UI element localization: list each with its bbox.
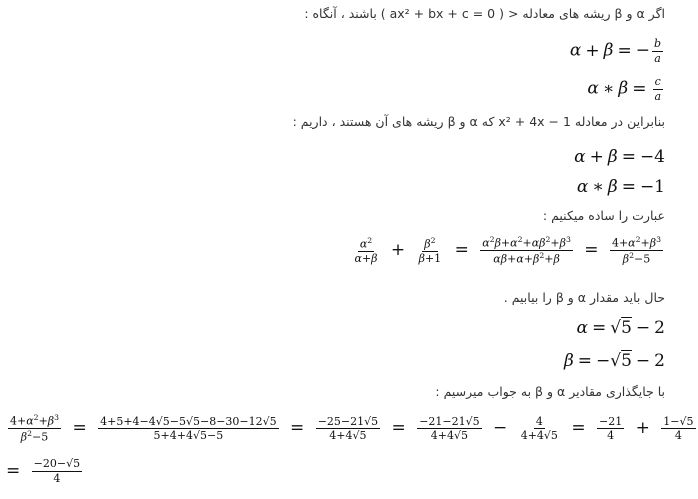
- beta-value-formula: β = −√5 − 2: [563, 351, 665, 371]
- sum-rule-formula: α + β = − $\frac{b}{a}$: [569, 37, 661, 65]
- simplification-expression: $\frac{\alpha^2}{\alpha+\beta}$ + $\frac{\beta^2}{\beta+1}$ = $\frac{\alpha^2\beta+\alpha^2+\alpha\beta^2+\beta^3}{\alpha\beta+\alpha+\beta^2+\beta}$ = $\frac{4+\alpha^2+\beta^3}{\beta^2-5}$: [354, 235, 661, 266]
- simplify-text: عبارت را ساده میکنیم :: [542, 208, 665, 223]
- product-rule-formula: α ∗ β = $\frac{c}{a}$: [587, 75, 661, 103]
- intro-text: اگر α و β ریشه های معادله < ( ax² + bx + c = 0 ) باشند ، آنگاه :: [304, 6, 665, 21]
- alpha-value-formula: α = √5 − 2: [576, 318, 665, 338]
- substitute-text: با جایگذاری مقادیر α و β به جواب میرسیم :: [435, 384, 665, 399]
- sum-value-formula: α + β = −4: [574, 147, 665, 167]
- product-value-formula: α ∗ β = −1: [576, 177, 665, 197]
- final-expression: $\frac{4+\alpha^2+\beta^3}{\beta^2-5}$ = $\frac{4+5+4-4√5-5√5-8-30-12√5}{5+4+4√5-5}$ = $\frac{-25-21√5}{4+4√5}$ = $\frac{-21-21√5}{4+4√5}$ − $\frac{4}{4+4√5}$ = $\frac{-21}{4}$ + $\frac{1-√5}{4}$: [10, 413, 694, 444]
- find-values-text: حال باید مقدار α و β را بیابیم .: [503, 290, 665, 305]
- final-result: = $\frac{-20-√5}{4}$: [6, 457, 81, 485]
- therefore-text: بنابراین در معادله x² + 4x − 1 که α و β ریشه های آن هستند ، داریم :: [292, 114, 665, 129]
